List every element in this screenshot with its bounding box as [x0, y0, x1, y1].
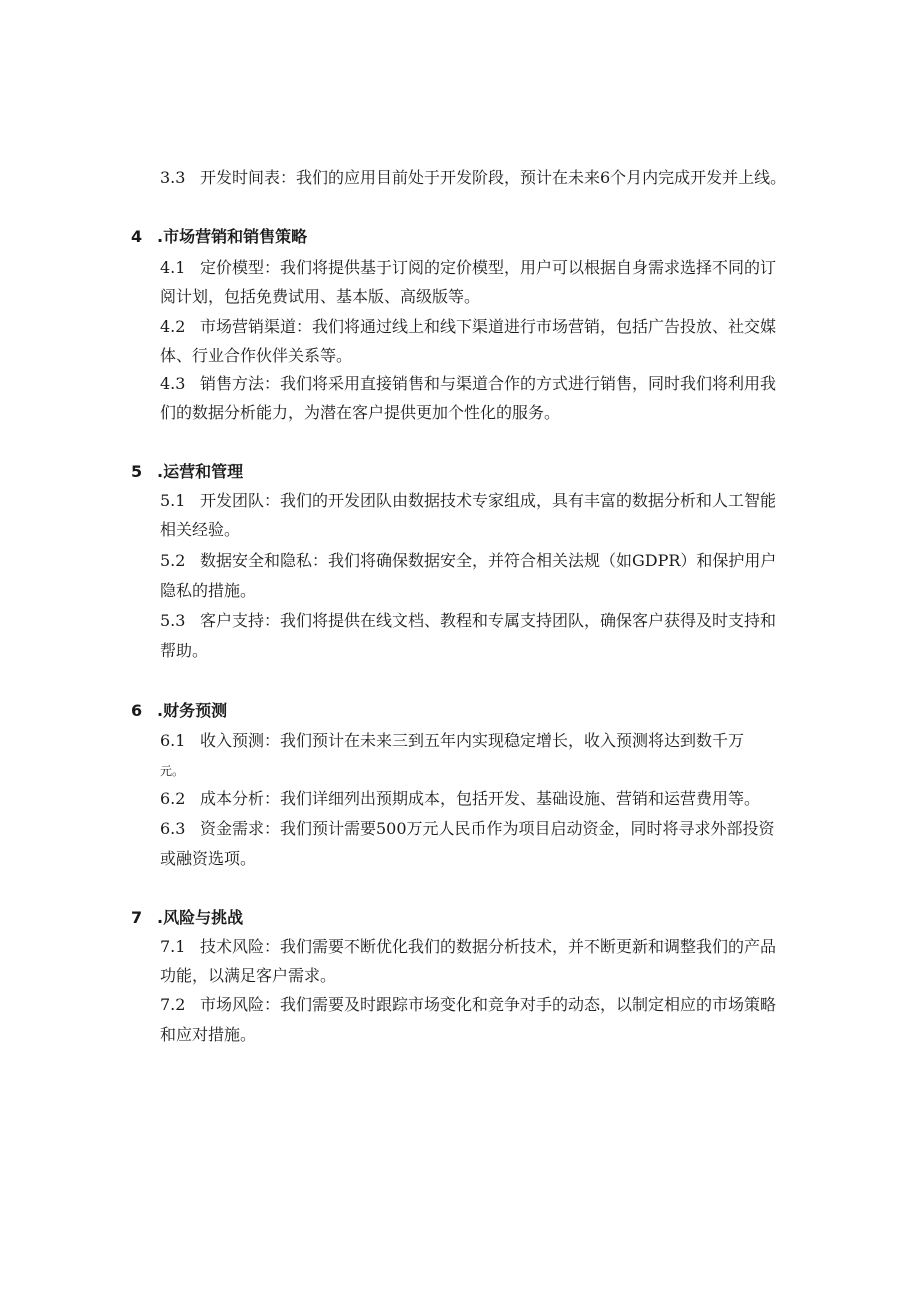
item-number: 4.1 — [160, 258, 186, 277]
paragraph-7-1-continued: 功能，以满足客户需求。 — [160, 966, 337, 985]
section-heading-7 — [131, 903, 243, 933]
item-text: 市场营销渠道：我们将通过线上和线下渠道进行市场营销，包括广告投放、社交媒 — [200, 317, 777, 336]
paragraph-4-2-continued: 体、行业合作伙伴关系等。 — [160, 346, 353, 365]
paragraph-6-3-continued: 或融资选项。 — [160, 849, 257, 868]
item-text: 销售方法：我们将采用直接销售和与渠道合作的方式进行销售，同时我们将利用我 — [200, 374, 777, 393]
item-number: 7.2 — [160, 995, 186, 1014]
paragraph-5-3 — [160, 606, 820, 636]
paragraph-4-2 — [160, 312, 820, 342]
item-text: 客户支持：我们将提供在线文档、教程和专属支持团队，确保客户获得及时支持和 — [200, 611, 777, 630]
item-text: 成本分析：我们详细列出预期成本，包括开发、基础设施、营销和运营费用等。 — [200, 789, 761, 808]
item-number: 5.3 — [160, 611, 186, 630]
paragraph-5-2 — [160, 546, 820, 576]
item-text: 定价模型：我们将提供基于订阅的定价模型，用户可以根据自身需求选择不同的订 — [200, 258, 777, 277]
section-number: 7 — [131, 908, 143, 927]
item-number: 6.2 — [160, 789, 186, 808]
section-number: 4 — [131, 227, 143, 246]
item-number: 5.2 — [160, 551, 186, 570]
item-number: 7.1 — [160, 937, 186, 956]
item-text: 技术风险：我们需要不断优化我们的数据分析技术，并不断更新和调整我们的产品 — [200, 937, 777, 956]
paragraph-5-1-continued: 相关经验。 — [160, 520, 241, 539]
section-title: .市场营销和销售策略 — [157, 227, 308, 246]
item-text: 收入预测：我们预计在未来三到五年内实现稳定增长，收入预测将达到数千万 — [200, 731, 745, 750]
section-heading-5 — [131, 457, 243, 487]
section-heading-6 — [131, 696, 227, 726]
paragraph-3-3 — [160, 163, 820, 193]
paragraph-6-1 — [160, 726, 820, 756]
paragraph-4-1-continued: 阅计划，包括免费试用、基本版、高级版等。 — [160, 287, 481, 306]
section-number: 5 — [131, 462, 143, 481]
section-heading-4 — [131, 222, 307, 252]
item-text: 开发时间表：我们的应用目前处于开发阶段，预计在未来6个月内完成开发并上线。 — [200, 168, 787, 187]
item-text: 资金需求：我们预计需要500万元人民币作为项目启动资金，同时将寻求外部投资 — [200, 819, 775, 838]
section-title: .运营和管理 — [157, 462, 244, 481]
paragraph-6-1-continued: 元。 — [160, 764, 185, 778]
paragraph-5-2-continued: 隐私的措施。 — [160, 581, 257, 600]
item-number: 5.1 — [160, 491, 186, 510]
item-text: 市场风险：我们需要及时跟踪市场变化和竞争对手的动态，以制定相应的市场策略 — [200, 995, 777, 1014]
item-text: 开发团队：我们的开发团队由数据技术专家组成，具有丰富的数据分析和人工智能 — [200, 491, 777, 510]
paragraph-4-3 — [160, 369, 820, 399]
section-number: 6 — [131, 701, 143, 720]
paragraph-7-2 — [160, 990, 820, 1020]
item-number: 4.3 — [160, 374, 186, 393]
section-title: .财务预测 — [157, 701, 228, 720]
item-number: 6.1 — [160, 731, 186, 750]
paragraph-4-1 — [160, 253, 820, 283]
section-title: .风险与挑战 — [157, 908, 244, 927]
paragraph-6-3 — [160, 814, 820, 844]
paragraph-7-2-continued: 和应对措施。 — [160, 1025, 257, 1044]
paragraph-5-1 — [160, 486, 820, 516]
paragraph-6-2 — [160, 784, 820, 814]
paragraph-4-3-continued: 们的数据分析能力，为潜在客户提供更加个性化的服务。 — [160, 403, 561, 422]
item-number: 3.3 — [160, 168, 186, 187]
paragraph-5-3-continued: 帮助。 — [160, 641, 209, 660]
paragraph-7-1 — [160, 932, 820, 962]
item-number: 4.2 — [160, 317, 186, 336]
item-text: 数据安全和隐私：我们将确保数据安全，并符合相关法规（如GDPR）和保护用户 — [200, 551, 777, 570]
item-number: 6.3 — [160, 819, 186, 838]
